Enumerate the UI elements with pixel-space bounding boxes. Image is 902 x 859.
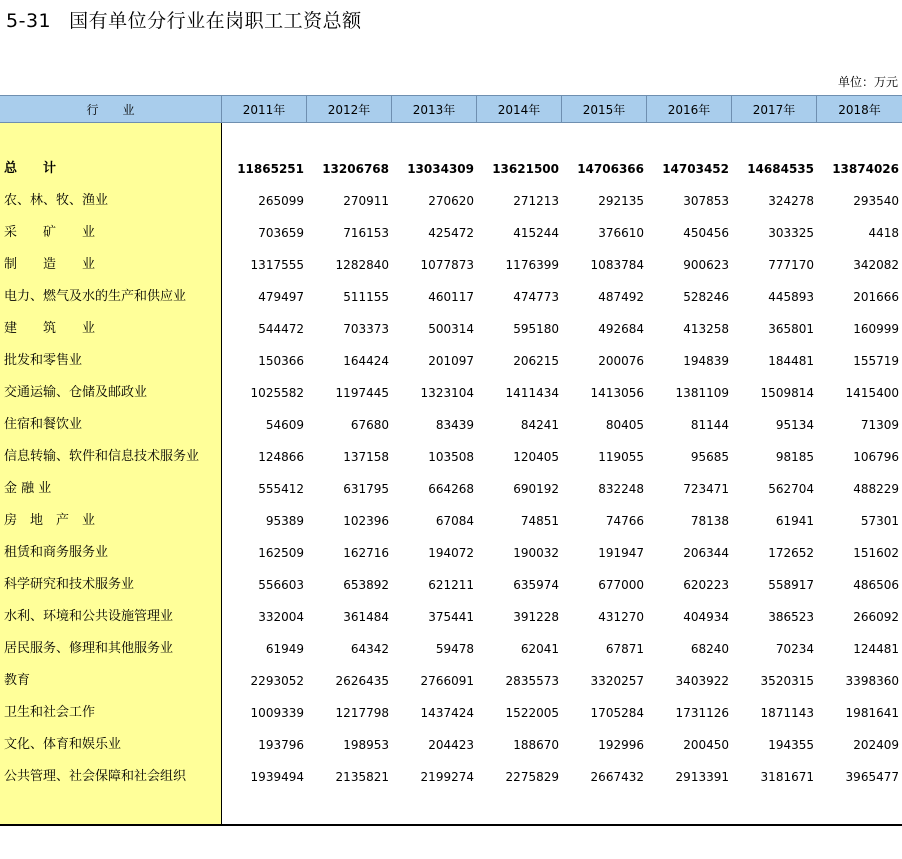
value-cell: 1437424 [420,706,474,720]
industry-label: 电力、燃气及水的生产和供应业 [4,289,187,304]
value-cell: 3398360 [845,674,899,688]
table-row [0,283,902,311]
year-column-header: 2015年 [562,96,647,123]
page-title [6,6,362,33]
value-cell: 14684535 [747,162,814,176]
value-cell: 2626435 [335,674,389,688]
value-cell: 198953 [343,738,389,752]
value-cell: 270911 [343,194,389,208]
table-number: 5-31 [6,10,52,32]
value-cell: 445893 [768,290,814,304]
value-cell: 1077873 [420,258,474,272]
industry-label: 建 筑 业 [4,321,96,336]
value-cell: 2913391 [675,770,729,784]
value-cell: 2275829 [505,770,559,784]
industry-label: 居民服务、修理和其他服务业 [4,641,174,656]
value-cell: 1413056 [590,386,644,400]
value-cell: 1411434 [505,386,559,400]
value-cell: 425472 [428,226,474,240]
table-bottom-rule [0,824,902,826]
value-cell: 1197445 [335,386,389,400]
table-row [0,251,902,279]
value-cell: 83439 [435,418,474,432]
industry-label: 卫生和社会工作 [4,705,96,720]
value-cell: 1381109 [675,386,729,400]
value-cell: 1282840 [335,258,389,272]
value-cell: 61949 [265,642,304,656]
value-cell: 1323104 [420,386,474,400]
value-cell: 13874026 [832,162,899,176]
value-cell: 1705284 [590,706,644,720]
value-cell: 59478 [435,642,474,656]
value-cell: 292135 [598,194,644,208]
value-cell: 555412 [258,482,304,496]
value-cell: 460117 [428,290,474,304]
industry-label: 采 矿 业 [4,225,96,240]
value-cell: 1939494 [250,770,304,784]
value-cell: 677000 [598,578,644,592]
value-cell: 2199274 [420,770,474,784]
value-cell: 690192 [513,482,559,496]
industry-label: 住宿和餐饮业 [4,417,83,432]
value-cell: 84241 [520,418,559,432]
value-cell: 67084 [435,514,474,528]
unit-label: 单位：万元 [837,75,898,89]
data-table [0,95,902,827]
value-cell: 1176399 [505,258,559,272]
industry-label: 公共管理、社会保障和社会组织 [4,769,187,784]
value-cell: 137158 [343,450,389,464]
value-cell: 324278 [768,194,814,208]
value-cell: 151602 [853,546,899,560]
value-cell: 1317555 [250,258,304,272]
value-cell: 4418 [868,226,899,240]
value-cell: 71309 [860,418,899,432]
value-cell: 193796 [258,738,304,752]
year-column-header: 2014年 [477,96,562,123]
value-cell: 80405 [605,418,644,432]
value-cell: 13034309 [407,162,474,176]
value-cell: 562704 [768,482,814,496]
table-row [0,379,902,407]
value-cell: 68240 [690,642,729,656]
value-cell: 386523 [768,610,814,624]
value-cell: 631795 [343,482,389,496]
value-cell: 620223 [683,578,729,592]
value-cell: 11865251 [237,162,304,176]
industry-label: 制 造 业 [4,257,96,272]
table-row [0,475,902,503]
value-cell: 201666 [853,290,899,304]
value-cell: 201097 [428,354,474,368]
value-cell: 1009339 [250,706,304,720]
industry-label: 科学研究和技术服务业 [4,577,135,592]
value-cell: 528246 [683,290,729,304]
value-cell: 265099 [258,194,304,208]
value-cell: 64342 [350,642,389,656]
value-cell: 723471 [683,482,729,496]
value-cell: 361484 [343,610,389,624]
value-cell: 664268 [428,482,474,496]
value-cell: 95389 [265,514,304,528]
value-cell: 500314 [428,322,474,336]
value-cell: 492684 [598,322,644,336]
table-row [0,603,902,631]
value-cell: 365801 [768,322,814,336]
value-cell: 3965477 [845,770,899,784]
year-column-header: 2018年 [838,103,881,117]
value-cell: 413258 [683,322,729,336]
value-cell: 61941 [775,514,814,528]
value-cell: 777170 [768,258,814,272]
value-cell: 716153 [343,226,389,240]
value-cell: 3320257 [590,674,644,688]
industry-label: 总 计 [4,161,57,176]
value-cell: 204423 [428,738,474,752]
value-cell: 103508 [428,450,474,464]
year-column-header: 2013年 [392,96,477,123]
value-cell: 375441 [428,610,474,624]
value-cell: 194839 [683,354,729,368]
table-header [0,95,902,123]
table-row [0,347,902,375]
table-total-row [0,155,902,183]
industry-label: 金 融 业 [4,481,52,496]
value-cell: 635974 [513,578,559,592]
value-cell: 54609 [265,418,304,432]
value-cell: 703373 [343,322,389,336]
value-cell: 450456 [683,226,729,240]
value-cell: 194355 [768,738,814,752]
value-cell: 13621500 [492,162,559,176]
value-cell: 271213 [513,194,559,208]
value-cell: 67680 [350,418,389,432]
value-cell: 190032 [513,546,559,560]
value-cell: 2667432 [590,770,644,784]
value-cell: 184481 [768,354,814,368]
value-cell: 342082 [853,258,899,272]
value-cell: 206344 [683,546,729,560]
value-cell: 2293052 [250,674,304,688]
value-cell: 202409 [853,738,899,752]
table-row [0,635,902,663]
value-cell: 164424 [343,354,389,368]
value-cell: 192996 [598,738,644,752]
value-cell: 188670 [513,738,559,752]
value-cell: 1522005 [505,706,559,720]
value-cell: 1731126 [675,706,729,720]
industry-label: 信息转输、软件和信息技术服务业 [4,449,200,464]
value-cell: 1509814 [760,386,814,400]
value-cell: 57301 [860,514,899,528]
value-cell: 78138 [690,514,729,528]
value-cell: 332004 [258,610,304,624]
value-cell: 558917 [768,578,814,592]
value-cell: 124481 [853,642,899,656]
table-row [0,219,902,247]
value-cell: 106796 [853,450,899,464]
value-cell: 13206768 [322,162,389,176]
value-cell: 191947 [598,546,644,560]
industry-label: 租赁和商务服务业 [4,545,109,560]
value-cell: 95685 [690,450,729,464]
table-row [0,571,902,599]
value-cell: 556603 [258,578,304,592]
value-cell: 81144 [690,418,729,432]
value-cell: 74766 [605,514,644,528]
value-cell: 431270 [598,610,644,624]
value-cell: 293540 [853,194,899,208]
value-cell: 14706366 [577,162,644,176]
value-cell: 900623 [683,258,729,272]
value-cell: 150366 [258,354,304,368]
value-cell: 102396 [343,514,389,528]
industry-label: 交通运输、仓储及邮政业 [4,385,148,400]
year-column-header: 2016年 [647,96,732,123]
value-cell: 511155 [343,290,389,304]
industry-column-header: 行 业 [0,96,222,123]
value-cell: 479497 [258,290,304,304]
value-cell: 1217798 [335,706,389,720]
value-cell: 266092 [853,610,899,624]
table-row [0,443,902,471]
table-row [0,507,902,535]
industry-label: 农、林、牧、渔业 [4,193,109,208]
value-cell: 119055 [598,450,644,464]
value-cell: 621211 [428,578,474,592]
table-row [0,699,902,727]
value-cell: 200076 [598,354,644,368]
value-cell: 120405 [513,450,559,464]
industry-label: 教育 [4,673,31,688]
value-cell: 200450 [683,738,729,752]
value-cell: 488229 [853,482,899,496]
value-cell: 194072 [428,546,474,560]
value-cell: 2835573 [505,674,559,688]
value-cell: 1083784 [590,258,644,272]
table-row [0,667,902,695]
value-cell: 155719 [853,354,899,368]
value-cell: 3520315 [760,674,814,688]
year-column-header: 2017年 [732,96,817,123]
table-row [0,731,902,759]
table-title: 国有单位分行业在岗职工工资总额 [69,10,362,32]
value-cell: 303325 [768,226,814,240]
value-cell: 98185 [775,450,814,464]
value-cell: 14703452 [662,162,729,176]
value-cell: 1981641 [845,706,899,720]
industry-label: 文化、体育和娱乐业 [4,737,122,752]
value-cell: 487492 [598,290,644,304]
table-row [0,315,902,343]
value-cell: 162509 [258,546,304,560]
value-cell: 595180 [513,322,559,336]
value-cell: 307853 [683,194,729,208]
table-row [0,187,902,215]
value-cell: 376610 [598,226,644,240]
value-cell: 474773 [513,290,559,304]
value-cell: 270620 [428,194,474,208]
value-cell: 1415400 [845,386,899,400]
table-row [0,539,902,567]
value-cell: 95134 [775,418,814,432]
value-cell: 172652 [768,546,814,560]
industry-label: 水利、环境和公共设施管理业 [4,609,174,624]
value-cell: 67871 [605,642,644,656]
value-cell: 404934 [683,610,729,624]
year-column-header: 2011年 [222,96,307,123]
value-cell: 653892 [343,578,389,592]
value-cell: 3403922 [675,674,729,688]
value-cell: 1025582 [250,386,304,400]
value-cell: 391228 [513,610,559,624]
year-column-header: 2012年 [307,96,392,123]
value-cell: 74851 [520,514,559,528]
industry-label: 房 地 产 业 [4,513,96,528]
value-cell: 1871143 [760,706,814,720]
table-row [0,411,902,439]
value-cell: 544472 [258,322,304,336]
value-cell: 124866 [258,450,304,464]
value-cell: 162716 [343,546,389,560]
value-cell: 3181671 [760,770,814,784]
value-cell: 70234 [775,642,814,656]
value-cell: 160999 [853,322,899,336]
industry-label: 批发和零售业 [4,353,83,368]
value-cell: 486506 [853,578,899,592]
value-cell: 832248 [598,482,644,496]
value-cell: 415244 [513,226,559,240]
value-cell: 703659 [258,226,304,240]
value-cell: 2766091 [420,674,474,688]
value-cell: 206215 [513,354,559,368]
value-cell: 2135821 [335,770,389,784]
table-row [0,763,902,791]
value-cell: 62041 [520,642,559,656]
